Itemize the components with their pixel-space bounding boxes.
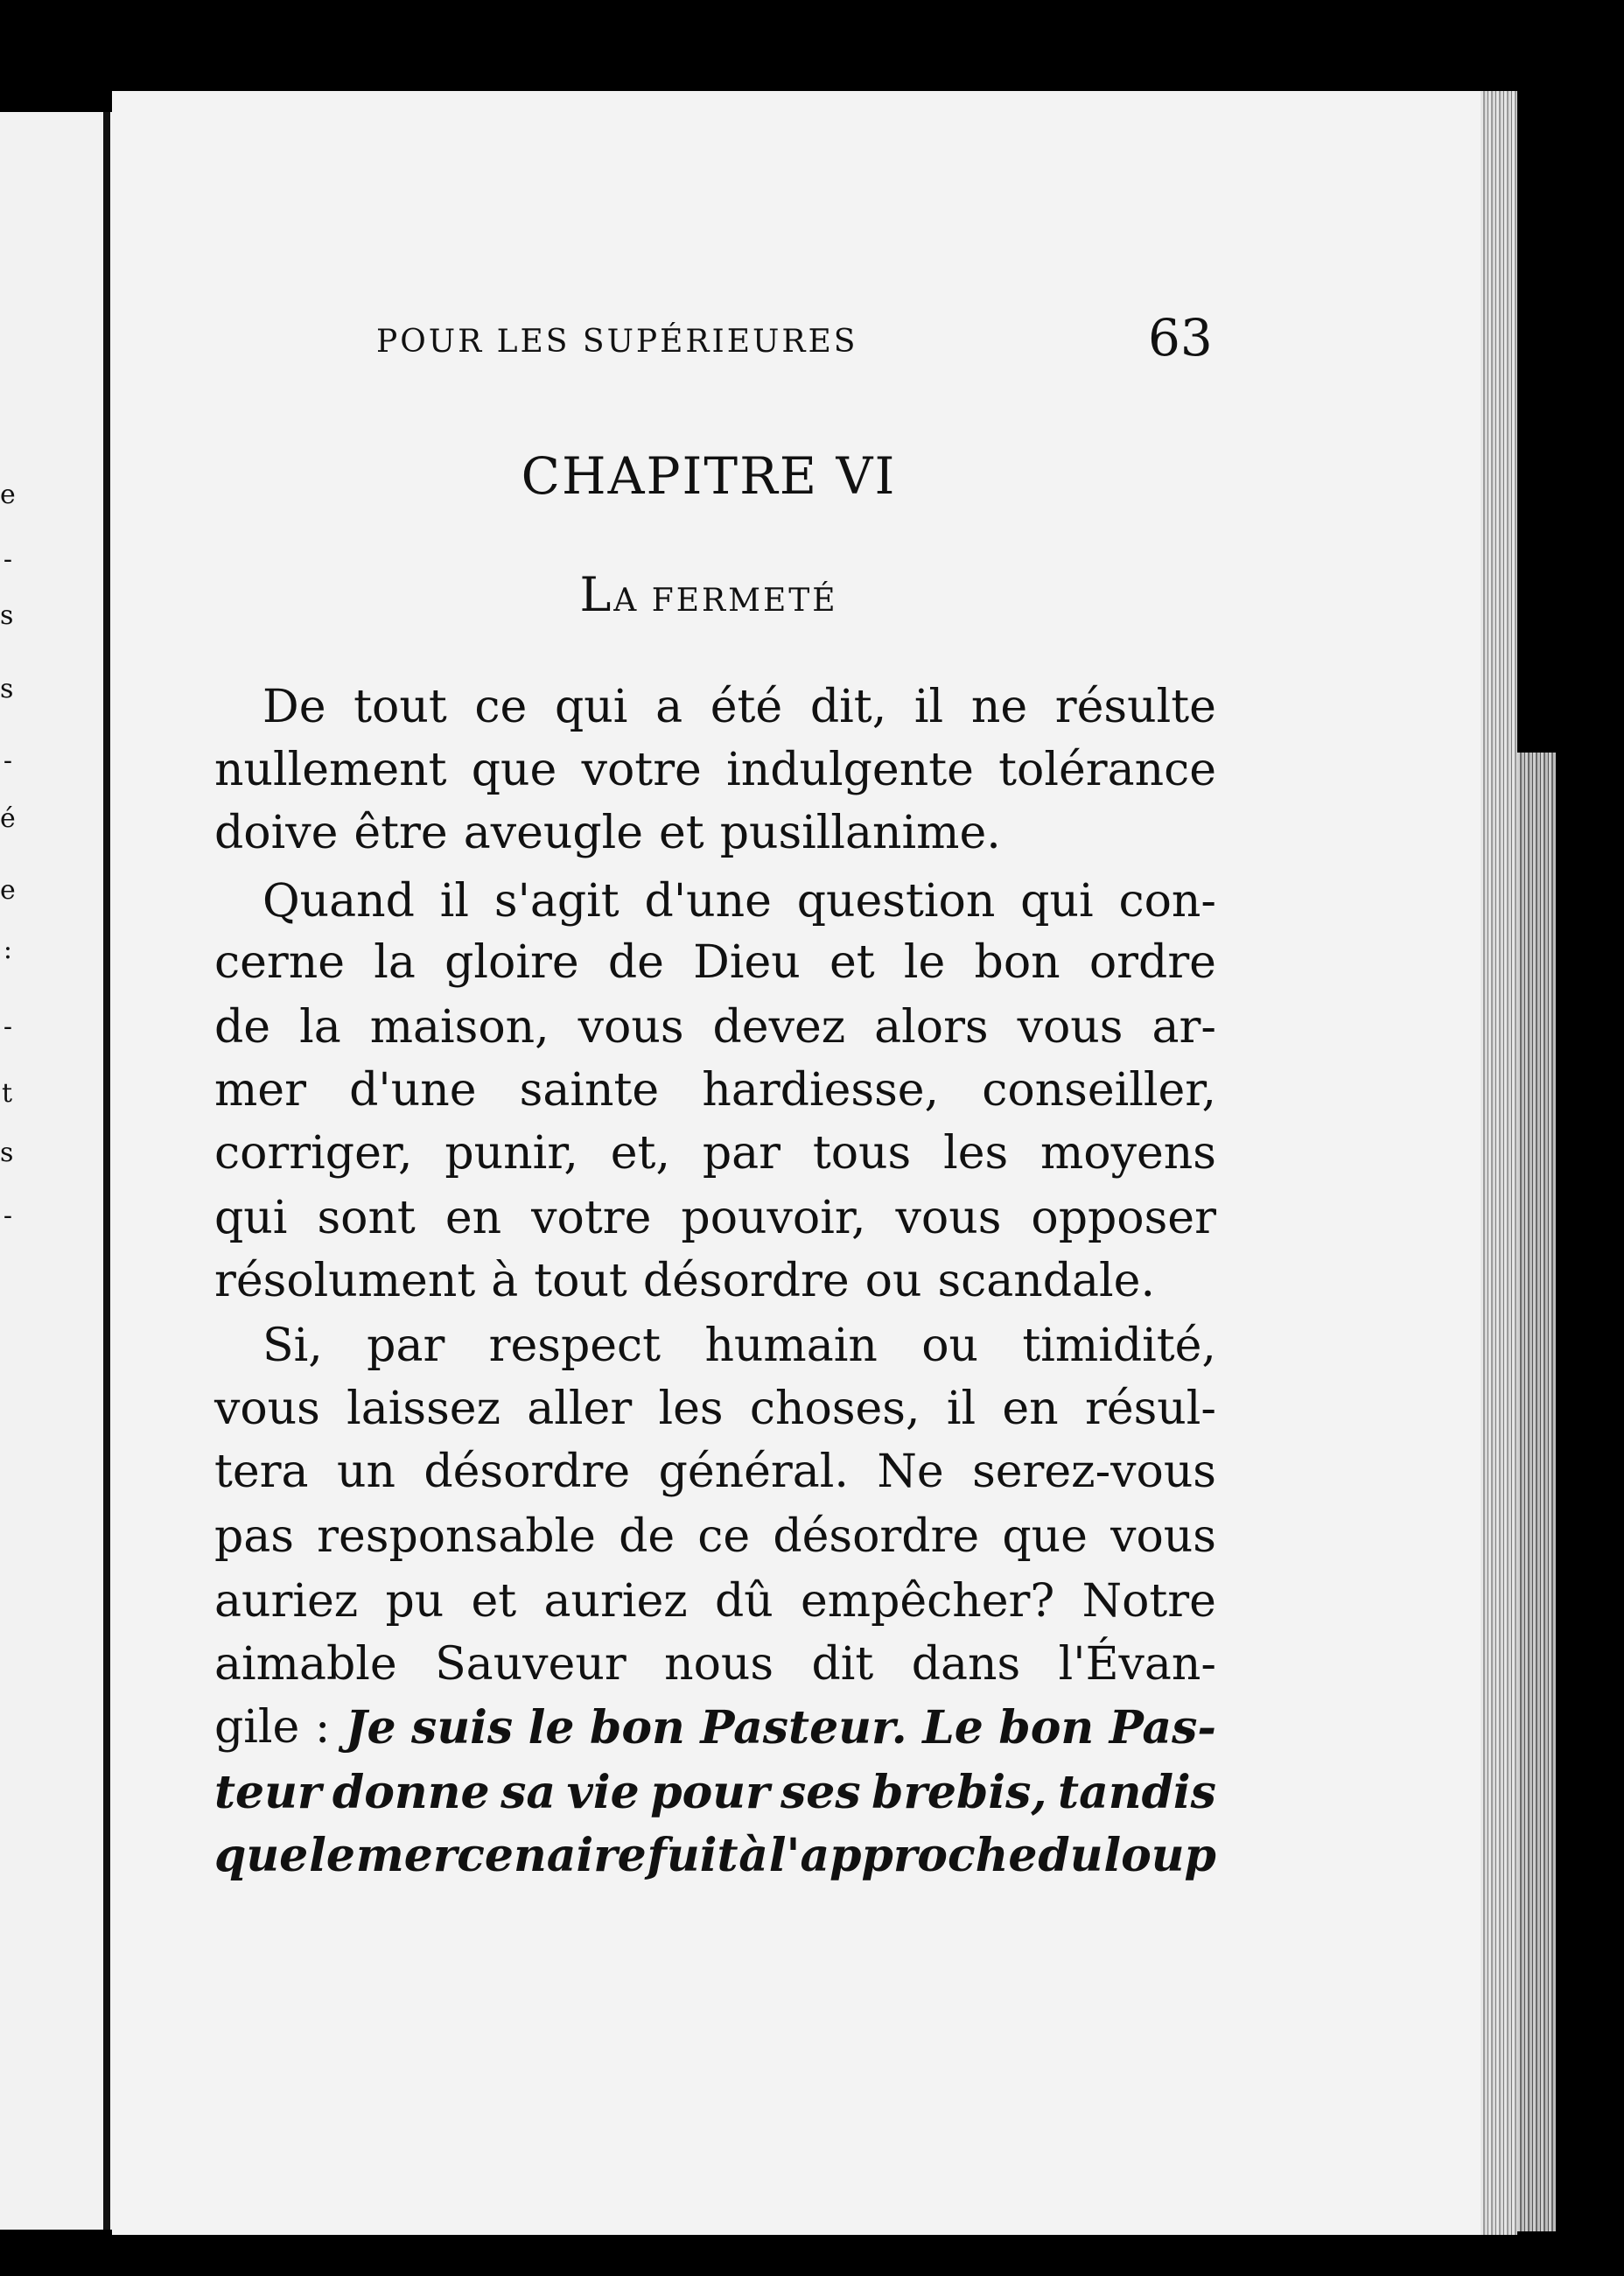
- word: humain: [704, 1320, 878, 1372]
- word: et: [659, 807, 704, 859]
- left-page-fragment: -: [3, 1201, 12, 1231]
- word: moyens: [1040, 1127, 1216, 1180]
- word: auriez: [543, 1575, 688, 1628]
- word: cerne: [214, 936, 346, 989]
- word: résulte: [1054, 681, 1216, 733]
- word: scandale.: [937, 1255, 1155, 1307]
- word: qui: [554, 681, 628, 733]
- word: que: [1002, 1510, 1088, 1563]
- word: il: [946, 1383, 976, 1435]
- word: punir,: [444, 1127, 578, 1180]
- word: :: [314, 1701, 331, 1754]
- text-line: [214, 1829, 1216, 1882]
- word: tout: [534, 1255, 627, 1307]
- word: il: [914, 681, 944, 733]
- word: désordre: [773, 1510, 980, 1563]
- word: et: [471, 1575, 517, 1628]
- word: mer: [214, 1064, 306, 1117]
- word: à: [491, 1255, 519, 1307]
- word: conseiller,: [982, 1064, 1216, 1117]
- word: respect: [488, 1320, 662, 1372]
- word: pour: [650, 1766, 770, 1819]
- text-line: [214, 744, 1216, 796]
- word: pusillanime.: [719, 807, 1001, 859]
- left-page-fragment: :: [3, 935, 12, 965]
- word: teur: [214, 1766, 322, 1819]
- text-line: [262, 681, 1216, 733]
- left-page-fragment: é: [0, 803, 16, 834]
- word: Dieu: [693, 936, 801, 989]
- word: bon: [998, 1701, 1095, 1754]
- word: l'approche: [768, 1829, 1038, 1882]
- section-title: [0, 567, 1418, 622]
- word: devez: [712, 1001, 846, 1054]
- text-line: [214, 1255, 1216, 1307]
- word: donne: [332, 1766, 490, 1819]
- section-title-rest: A FERMETÉ: [613, 583, 838, 619]
- word: responsable: [317, 1510, 596, 1563]
- word: vous: [1017, 1001, 1124, 1054]
- left-page-fragment: -: [3, 746, 12, 776]
- word: Ne: [877, 1446, 944, 1498]
- text-line: [214, 1192, 1216, 1244]
- word: en: [1002, 1383, 1059, 1435]
- section-title-initial: L: [579, 567, 614, 622]
- left-page-fragment: e: [0, 480, 16, 510]
- word: du: [1038, 1829, 1103, 1882]
- left-page-fragment: s: [0, 674, 14, 704]
- text-line: [214, 807, 1216, 859]
- word: Notre: [1082, 1575, 1216, 1628]
- word: hardiesse,: [702, 1064, 940, 1117]
- word: de: [607, 936, 664, 989]
- word: dit,: [809, 681, 887, 733]
- word: maison,: [369, 1001, 550, 1054]
- word: ne: [970, 681, 1028, 733]
- word: que: [471, 744, 557, 796]
- word: auriez: [214, 1575, 359, 1628]
- left-page-fragment: s: [0, 600, 14, 631]
- word: de: [619, 1510, 676, 1563]
- left-page-fragment: t: [1, 1078, 12, 1109]
- word: laissez: [346, 1383, 500, 1435]
- word: tera: [214, 1446, 309, 1498]
- word: ou: [921, 1320, 979, 1372]
- word: en: [444, 1192, 502, 1244]
- text-line: [214, 1127, 1216, 1180]
- word: tolérance: [998, 744, 1216, 796]
- word: la: [299, 1001, 341, 1054]
- word: empêcher?: [801, 1575, 1055, 1628]
- word: aimable: [214, 1638, 397, 1691]
- word: vous: [895, 1192, 1002, 1244]
- word: choses,: [749, 1383, 920, 1435]
- word: d'une: [349, 1064, 477, 1117]
- word: tout: [354, 681, 447, 733]
- word: Je: [345, 1701, 396, 1754]
- page-edges-outer: [1517, 753, 1556, 2231]
- page-number: 63: [1148, 308, 1213, 368]
- word: pas: [214, 1510, 294, 1563]
- word: de: [214, 1001, 271, 1054]
- word: l'Évan-: [1058, 1638, 1216, 1691]
- text-line: [214, 1766, 1216, 1819]
- scan-border: [0, 2235, 1624, 2276]
- word: votre: [581, 744, 702, 796]
- word: par: [702, 1127, 780, 1180]
- word: dit: [811, 1638, 874, 1691]
- word: par: [367, 1320, 445, 1372]
- text-line: [262, 1320, 1216, 1372]
- chapter-title: CHAPITRE VI: [521, 446, 897, 506]
- word: qui: [214, 1192, 288, 1244]
- word: ou: [864, 1255, 922, 1307]
- word: Si,: [262, 1320, 323, 1372]
- text-line: [214, 1383, 1216, 1435]
- text-line: [214, 1446, 1216, 1498]
- word: désordre: [642, 1255, 850, 1307]
- word: aller: [527, 1383, 633, 1435]
- word: alors: [874, 1001, 989, 1054]
- word: pouvoir,: [681, 1192, 866, 1244]
- text-line: [214, 1064, 1216, 1117]
- word: vous: [1110, 1510, 1216, 1563]
- word: le: [903, 936, 946, 989]
- word: Pas-: [1109, 1701, 1216, 1754]
- word: dû: [714, 1575, 774, 1628]
- word: Pasteur.: [700, 1701, 907, 1754]
- word: qui: [1020, 875, 1094, 928]
- word: ce: [474, 681, 528, 733]
- word: ordre: [1088, 936, 1216, 989]
- word: résul-: [1084, 1383, 1216, 1435]
- word: con-: [1118, 875, 1216, 928]
- text-line: [262, 875, 1216, 928]
- word: le: [309, 1829, 355, 1882]
- word: sa: [500, 1766, 556, 1819]
- word: et,: [610, 1127, 670, 1180]
- word: vous: [578, 1001, 684, 1054]
- word: que: [214, 1829, 309, 1882]
- word: brebis,: [872, 1766, 1047, 1819]
- word: aveugle: [463, 807, 644, 859]
- word: loup: [1103, 1829, 1216, 1882]
- left-page-fragment: -: [3, 544, 12, 575]
- word: tandis: [1058, 1766, 1216, 1819]
- word: vous: [214, 1383, 320, 1435]
- word: la: [374, 936, 416, 989]
- word: votre: [531, 1192, 652, 1244]
- word: bon: [590, 1701, 685, 1754]
- word: désordre: [424, 1446, 631, 1498]
- word: opposer: [1031, 1192, 1216, 1244]
- word: question: [796, 875, 996, 928]
- word: nous: [664, 1638, 774, 1691]
- left-page-fragment: e: [0, 875, 16, 906]
- word: dans: [911, 1638, 1021, 1691]
- word: un: [336, 1446, 396, 1498]
- word: il: [439, 875, 470, 928]
- word: bon: [974, 936, 1060, 989]
- page-gutter: [103, 112, 110, 2230]
- word: pu: [385, 1575, 444, 1628]
- word: les: [943, 1127, 1009, 1180]
- word: sont: [317, 1192, 416, 1244]
- word: et: [830, 936, 875, 989]
- word: Sauveur: [435, 1638, 626, 1691]
- word: résolument: [214, 1255, 476, 1307]
- left-page: [0, 112, 116, 2230]
- word: corriger,: [214, 1127, 413, 1180]
- text-line: [214, 936, 1216, 989]
- word: mercenaire: [355, 1829, 647, 1882]
- word: ses: [780, 1766, 861, 1819]
- word: le: [528, 1701, 575, 1754]
- word: De: [262, 681, 326, 733]
- word: a: [655, 681, 683, 733]
- word: les: [658, 1383, 724, 1435]
- word: nullement: [214, 744, 447, 796]
- running-head: POUR LES SUPÉRIEURES: [376, 324, 858, 360]
- word: indulgente: [726, 744, 974, 796]
- left-page-fragment: -: [3, 1012, 12, 1042]
- word: doive: [214, 807, 339, 859]
- word: Quand: [262, 875, 415, 928]
- page-edges: [1480, 91, 1517, 2235]
- word: sainte: [519, 1064, 660, 1117]
- left-page-fragment: s: [0, 1138, 14, 1168]
- word: ce: [697, 1510, 751, 1563]
- text-line: [214, 1701, 1216, 1754]
- word: général.: [658, 1446, 849, 1498]
- word: été: [710, 681, 783, 733]
- word: suis: [411, 1701, 514, 1754]
- text-line: [214, 1001, 1216, 1054]
- text-line: [214, 1510, 1216, 1563]
- word: tous: [812, 1127, 912, 1180]
- word: serez-vous: [972, 1446, 1216, 1498]
- text-line: [214, 1575, 1216, 1628]
- word: fuit: [647, 1829, 738, 1882]
- word: à: [738, 1829, 768, 1882]
- word: gloire: [444, 936, 579, 989]
- text-line: [214, 1638, 1216, 1691]
- word: d'une: [644, 875, 772, 928]
- word: s'agit: [494, 875, 620, 928]
- word: gile: [214, 1701, 300, 1754]
- word: être: [354, 807, 448, 859]
- word: timidité,: [1022, 1320, 1216, 1372]
- word: ar-: [1152, 1001, 1216, 1054]
- word: Le: [922, 1701, 984, 1754]
- word: vie: [566, 1766, 640, 1819]
